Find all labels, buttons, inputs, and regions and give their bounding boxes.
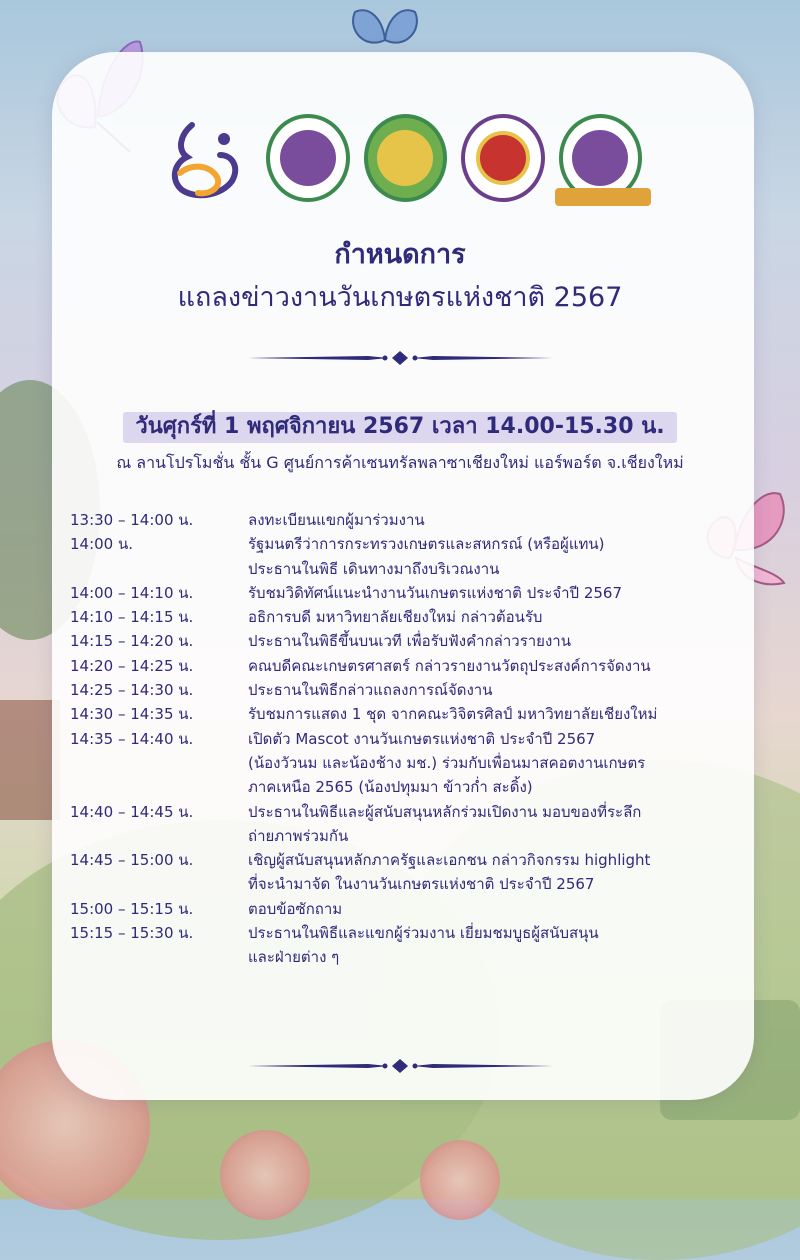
ornament-divider-icon	[248, 350, 553, 366]
provincial-office-seal	[461, 114, 545, 202]
schedule-description	[248, 629, 760, 653]
schedule-description-line: ที่จะนำมาจัด ในงานวันเกษตรแห่งชาติ ประจำปี 2567	[248, 875, 595, 894]
schedule-description	[248, 654, 760, 678]
faculty-elephant-seal	[266, 114, 350, 202]
schedule-description	[248, 897, 760, 921]
schedule-row	[70, 848, 760, 897]
schedule-description-line: ประธานในพิธีกล่าวแถลงการณ์จัดงาน	[248, 681, 493, 700]
schedule-description-line: ตอบข้อซักถาม	[248, 899, 343, 918]
schedule-time: 14:00 น.	[70, 535, 134, 554]
background-flower	[420, 1140, 500, 1220]
schedule-description	[248, 508, 760, 532]
schedule-description-line: อธิการบดี มหาวิทยาลัยเชียงใหม่ กล่าวต้อนรับ	[248, 608, 543, 627]
schedule-row	[70, 581, 760, 605]
schedule-description-line: ประธานในพิธีและผู้สนับสนุนหลักร่วมเปิดงาน มอบของที่ระลึก	[248, 802, 642, 821]
schedule-time: 14:45 – 15:00 น.	[70, 851, 194, 870]
schedule-description	[248, 921, 760, 970]
event-venue: ณ ลานโปรโมชั่น ชั้น G ศูนย์การค้าเซนทรัลพลาซาเชียงใหม่ แอร์พอร์ต จ.เชียงใหม่	[116, 453, 684, 472]
event-date-time: วันศุกร์ที่ 1 พฤศจิกายน 2567 เวลา 14.00-15.30 น.	[0, 408, 800, 443]
schedule-row	[70, 508, 760, 532]
schedule-list	[70, 508, 760, 970]
schedule-row	[70, 800, 760, 849]
schedule-description-line: ประธานในพิธีขึ้นบนเวที เพื่อรับฟังคำกล่าวรายงาน	[248, 632, 571, 651]
schedule-row	[70, 532, 760, 581]
schedule-description-line: และฝ่ายต่าง ๆ	[248, 948, 340, 967]
schedule-time: 14:10 – 14:15 น.	[70, 608, 194, 627]
schedule-description-line: รับชมการแสดง 1 ชุด จากคณะวิจิตรศิลป์ มหาวิทยาลัยเชียงใหม่	[248, 705, 658, 724]
schedule-time: 14:40 – 14:45 น.	[70, 802, 194, 821]
schedule-time: 14:35 – 14:40 น.	[70, 729, 194, 748]
schedule-row	[70, 921, 760, 970]
brand-90-years-logo	[162, 113, 252, 203]
schedule-description	[248, 800, 760, 849]
schedule-description-line: ลงทะเบียนแขกผู้มาร่วมงาน	[248, 511, 425, 529]
schedule-description-line: ประธานในพิธีและแขกผู้ร่วมงาน เยี่ยมชมบูธผู้สนับสนุน	[248, 924, 599, 943]
schedule-time: 15:15 – 15:30 น.	[70, 924, 194, 943]
schedule-row	[70, 678, 760, 702]
schedule-description	[248, 848, 760, 897]
schedule-description	[248, 605, 760, 629]
schedule-description-line: เปิดตัว Mascot งานวันเกษตรแห่งชาติ ประจำปี 2567	[248, 729, 596, 748]
schedule-row	[70, 897, 760, 921]
schedule-description	[248, 678, 760, 702]
blue-butterfly-icon	[345, 0, 425, 56]
schedule-description	[248, 727, 760, 800]
logo-row	[162, 108, 642, 208]
schedule-time: 13:30 – 14:00 น.	[70, 511, 194, 529]
schedule-time: 14:15 – 14:20 น.	[70, 632, 194, 651]
schedule-row	[70, 702, 760, 726]
schedule-time: 14:20 – 14:25 น.	[70, 656, 194, 675]
schedule-time: 14:25 – 14:30 น.	[70, 681, 194, 700]
agriculture-deity-seal	[364, 114, 448, 202]
schedule-description-line: ถ่ายภาพร่วมกัน	[248, 826, 349, 845]
schedule-time: 14:00 – 14:10 น.	[70, 583, 194, 602]
background-barn	[0, 700, 60, 820]
background-flower	[220, 1130, 310, 1220]
page-title: กำหนดการ	[334, 239, 466, 270]
ornament-divider-icon	[248, 1058, 553, 1074]
schedule-description	[248, 702, 760, 726]
agri-alumni-seal	[559, 114, 643, 202]
schedule-description-line: รับชมวิดิทัศน์แนะนำงานวันเกษตรแห่งชาติ ประจำปี 2567	[248, 583, 623, 602]
schedule-description-line: คณบดีคณะเกษตรศาสตร์ กล่าวรายงานวัตถุประสงค์การจัดงาน	[248, 656, 651, 675]
schedule-description-line: เชิญผู้สนับสนุนหลักภาครัฐและเอกชน กล่าวกิจกรรม highlight	[248, 851, 651, 870]
schedule-description	[248, 581, 760, 605]
schedule-row	[70, 727, 760, 800]
schedule-description-line: ภาคเหนือ 2565 (น้องปทุมมา ข้าวก่ำ สะดิ้ง)	[248, 778, 533, 797]
schedule-time: 15:00 – 15:15 น.	[70, 899, 194, 918]
schedule-description-line: รัฐมนตรีว่าการกระทรวงเกษตรและสหกรณ์ (หรือผู้แทน)	[248, 535, 605, 554]
schedule-description	[248, 532, 760, 581]
schedule-description-line: ประธานในพิธี เดินทางมาถึงบริเวณงาน	[248, 559, 500, 578]
page-subtitle: แถลงข่าวงานวันเกษตรแห่งชาติ 2567	[177, 282, 623, 313]
schedule-row	[70, 605, 760, 629]
schedule-row	[70, 629, 760, 653]
schedule-time: 14:30 – 14:35 น.	[70, 705, 194, 724]
schedule-description-line: (น้องวัวนม และน้องช้าง มช.) ร่วมกับเพื่อนมาสคอตงานเกษตร	[248, 753, 646, 772]
schedule-row	[70, 654, 760, 678]
